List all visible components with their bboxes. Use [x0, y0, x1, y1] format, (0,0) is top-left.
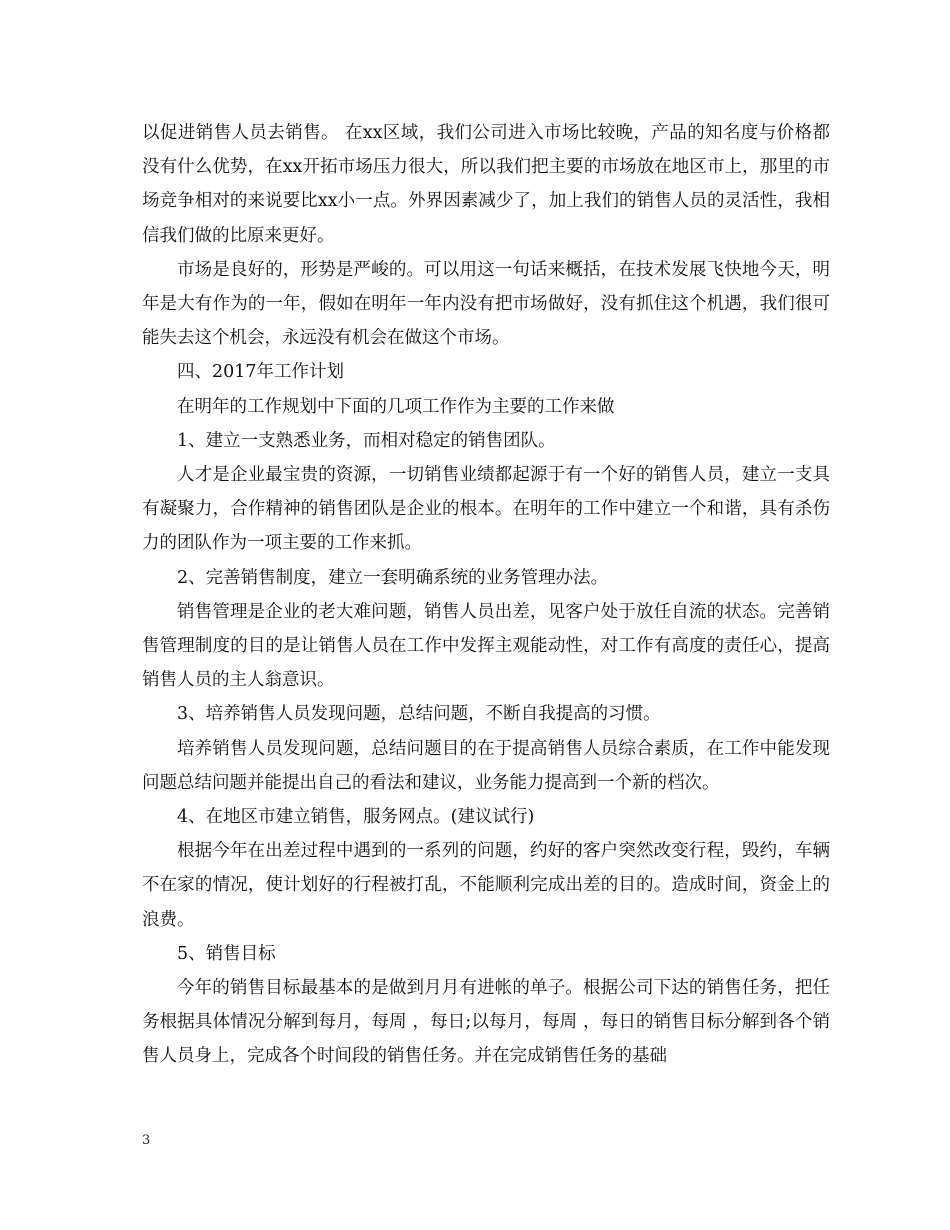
- list-item-heading-3: 3、培养销售人员发现问题，总结问题，不断自我提高的习惯。: [177, 704, 661, 725]
- list-item-heading-4: 4、在地区市建立销售，服务网点。(建议试行): [177, 807, 535, 828]
- paragraph-management: 销售管理是企业的老大难问题，销售人员出差，见客户处于放任自流的状态。完善销售管理制度的目的是让销售人员在工作中发挥主观能动性，对工作有高度的责任心，提高销售人员的主人翁意识。: [142, 601, 830, 691]
- paragraph-sales-target: 今年的销售目标最基本的是做到月月有进帐的单子。根据公司下达的销售任务，把任务根据具体情况分解到每月，每周 ，每日;以每月，每周 ，每日的销售目标分解到各个销售人员身上，完成各个时间段的销售任务。并在完成销售任务的基础: [142, 978, 830, 1067]
- paragraph-service-points: 根据今年在出差过程中遇到的一系列的问题，约好的客户突然改变行程，毁约，车辆不在家的情况，使计划好的行程被打乱，不能顺利完成出差的目的。造成时间，资金上的浪费。: [142, 841, 830, 930]
- paragraph-team: 人才是企业最宝贵的资源，一切销售业绩都起源于有一个好的销售人员，建立一支具有凝聚力，合作精神的销售团队是企业的根本。在明年的工作中建立一个和谐，具有杀伤力的团队作为一项主要的工作来抓。: [142, 465, 830, 554]
- paragraph-market-outlook: 市场是良好的，形势是严峻的。可以用这一句话来概括，在技术发展飞快地今天，明年是大有作为的一年，假如在明年一年内没有把市场做好，没有抓住这个机遇，我们很可能失去这个机会，永远没有机会在做这个市场。: [142, 259, 830, 349]
- paragraph-plan-intro: 在明年的工作规划中下面的几项工作作为主要的工作来做: [177, 396, 615, 417]
- document-body: [142, 116, 830, 1074]
- list-item-heading-5: 5、销售目标: [177, 943, 276, 964]
- paragraph-intro-continuation: 以促进销售人员去销售。 在xx区域，我们公司进入市场比较晚，产品的知名度与价格都没有什么优势，在xx开拓市场压力很大，所以我们把主要的市场放在地区市上，那里的市场竞争相对的来说要比xx小一点。外界因素减少了，加上我们的销售人员的灵活性，我相信我们做的比原来更好。: [142, 123, 830, 246]
- list-item-heading-2: 2、完善销售制度，建立一套明确系统的业务管理办法。: [177, 567, 609, 588]
- list-item-heading-1: 1、建立一支熟悉业务，而相对稳定的销售团队。: [177, 430, 556, 451]
- section-heading-work-plan: 四、2017年工作计划: [177, 362, 345, 383]
- paragraph-problem-solving: 培养销售人员发现问题，总结问题目的在于提高销售人员综合素质，在工作中能发现问题总结问题并能提出自己的看法和建议，业务能力提高到一个新的档次。: [142, 738, 830, 793]
- page-number: 3: [142, 1133, 151, 1148]
